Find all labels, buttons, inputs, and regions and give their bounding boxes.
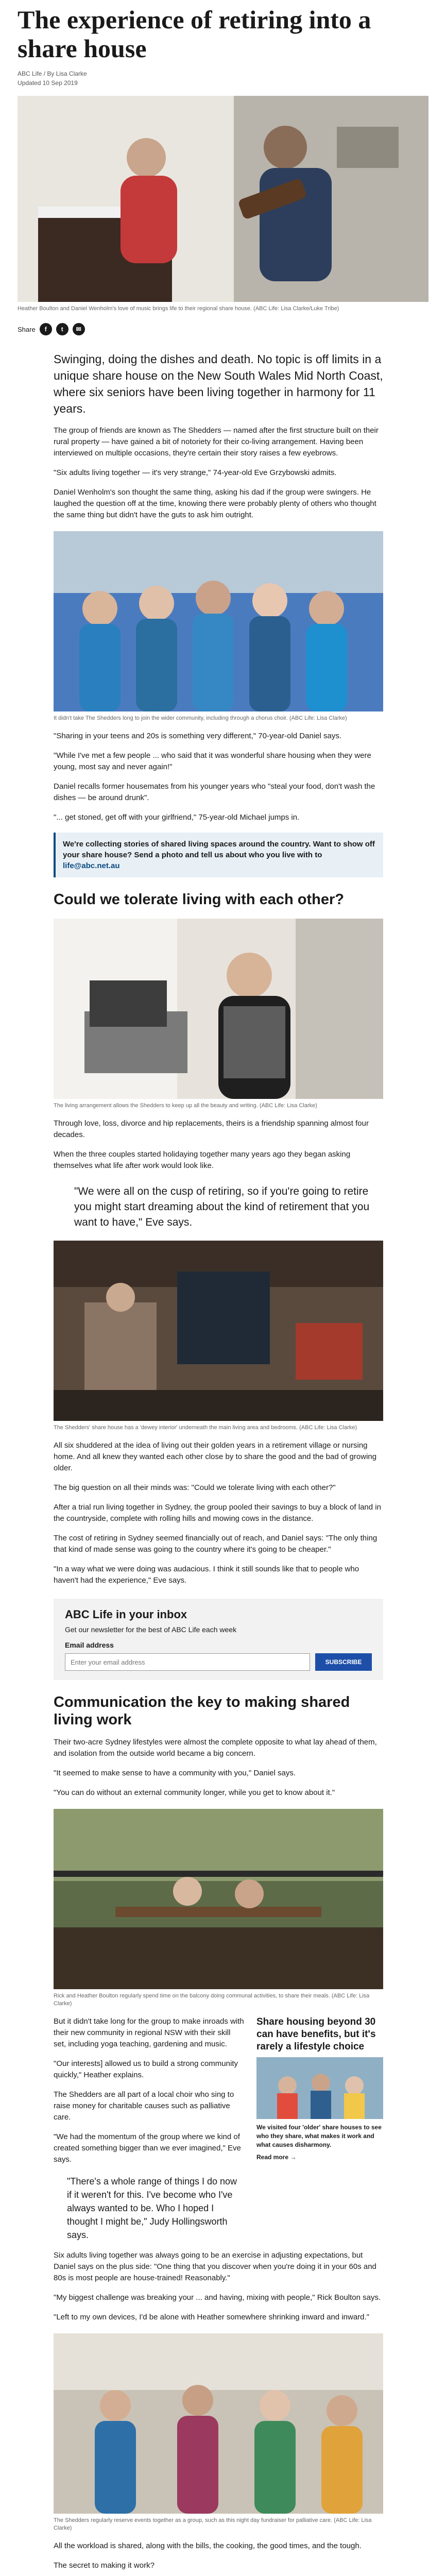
paragraph: "... get stoned, get off with your girlfriend," 75-year-old Michael jumps in. xyxy=(54,813,300,822)
hero-illustration xyxy=(18,96,428,302)
writing-photo-illustration xyxy=(54,919,383,1099)
email-icon[interactable]: ✉ xyxy=(73,323,85,335)
main-column xyxy=(54,2008,244,2242)
paragraph: The group of friends are known as The Shedders — named after the first structure built on their rural property — have gained a bit of notoriety for their co-living arrangement. Having been interviewed on multiple occasions, they're certain their story raises a few eyebrows. xyxy=(54,426,379,457)
image-caption: Rick and Heather Boulton regularly spend time on the balcony doing communal activities, to share their meals. (ABC Life: Lisa Clarke) xyxy=(54,1993,370,2007)
paragraph: Six adults living together was always going to be an exercise in adjusting expectations, but Daniel says on the plus side: "One thing that you discover when you're doing it in your 60s and 80s is most people are house-trained! Reasonably." xyxy=(54,2251,376,2282)
read-more-link[interactable]: Read more → xyxy=(256,2154,297,2161)
paragraph: Their two-acre Sydney lifestyles were almost the complete opposite to what lay ahead of them, and isolation from the outside world became a big concern. xyxy=(54,1738,377,1758)
fundraiser-photo-illustration xyxy=(54,2333,383,2514)
callout-text: We're collecting stories of shared living spaces around the country. Want to show off your share house? Send a photo and tell us about who you live with to xyxy=(63,840,375,859)
paragraph: Daniel recalls former housemates from his younger years who "steal your food, don't wash the dishes — be around drunk". xyxy=(54,782,375,802)
paragraph: "Left to my own devices, I'd be alone with Heather somewhere shrinking inward and inward." xyxy=(54,2313,369,2321)
writing-photo xyxy=(54,919,383,1099)
paragraph: Through love, loss, divorce and hip replacements, theirs is a friendship spanning almost four decades. xyxy=(54,1119,369,1139)
balcony-photo xyxy=(54,1809,383,1989)
paragraph: Daniel Wenholm's son thought the same thing, asking his dad if the group were swingers. He laughed the question off at the time, knowing there were probably plenty of others who thought the same thing but didn't have the guts to ask him outright. xyxy=(54,488,376,519)
paragraph: The secret to making it work? xyxy=(54,2561,155,2570)
article-body xyxy=(54,351,383,2576)
paragraph: "In a way what we were doing was audacious. I think it still sounds like that to people who haven't had the experience," Eve says. xyxy=(54,1565,359,1585)
updated-date: Updated 10 Sep 2019 xyxy=(18,79,78,87)
balcony-photo-illustration xyxy=(54,1809,383,1989)
paragraph: When the three couples started holidaying together many years ago they began asking themselves what life after work would look like. xyxy=(54,1150,351,1170)
article-title: The experience of retiring into a share house xyxy=(18,5,371,63)
paragraph: "Six adults living together — it's very strange," 74-year-old Eve Grzybowski admits. xyxy=(54,468,337,477)
newsletter-subtitle: Get our newsletter for the best of ABC Life each week xyxy=(65,1625,237,1634)
content-with-sidebar xyxy=(54,2008,383,2242)
share-label: Share xyxy=(18,325,36,333)
related-story-image[interactable] xyxy=(256,2057,383,2119)
hero-image xyxy=(18,96,428,302)
related-story-card[interactable] xyxy=(256,2016,383,2242)
group-photo xyxy=(54,531,383,711)
twitter-icon[interactable]: t xyxy=(56,323,68,335)
interior-photo-illustration xyxy=(54,1241,383,1421)
pull-quote: "We were all on the cusp of retiring, so if you're going to retire you might start dreaming about the kind of retirement that you want to have," Eve says. xyxy=(74,1185,370,1228)
related-story-title[interactable]: Share housing beyond 30 can have benefits, but it's rarely a lifestyle choice xyxy=(256,2016,376,2052)
paragraph: "We had the momentum of the group where we kind of created something bigger than we ever imagined," Eve says. xyxy=(54,2132,241,2164)
paragraph: The cost of retiring in Sydney seemed financially out of reach, and Daniel says: "The only thing that kind of made sense was going to the country where it's going to be cheaper." xyxy=(54,1534,378,1554)
paragraph: "Sharing in your teens and 20s is something very different," 70-year-old Daniel says. xyxy=(54,732,341,740)
share-bar-top xyxy=(18,323,428,335)
group-photo-illustration xyxy=(54,531,383,711)
related-story-illustration xyxy=(256,2057,383,2119)
hero-caption: Heather Boulton and Daniel Wenholm's love of music brings life to their regional share house. (ABC Life: Lisa Clarke/Luke Tribe) xyxy=(18,306,339,312)
section-heading: Communication the key to making shared living work xyxy=(54,1694,350,1728)
article-lede: Swinging, doing the dishes and death. No topic is off limits in a unique share house on the New South Wales Mid North Coast, where six seniors have been living together in harmony for 11 years. xyxy=(54,352,383,415)
newsletter-title: ABC Life in your inbox xyxy=(65,1608,187,1621)
paragraph: But it didn't take long for the group to make inroads with their new community in regional NSW with their skill set, including yoga teaching, gardening and music. xyxy=(54,2017,244,2048)
image-caption: It didn't take The Shedders long to join the wider community, including through a chorus choir. (ABC Life: Lisa Clarke) xyxy=(54,715,347,721)
paragraph: The Shedders are all part of a local choir who sing to raise money for charitable causes such as palliative care. xyxy=(54,2090,234,2122)
paragraph: "It seemed to make sense to have a community with you," Daniel says. xyxy=(54,1769,296,1777)
image-caption: The living arrangement allows the Shedders to keep up all the beauty and writing. (ABC Life: Lisa Clarke) xyxy=(54,1103,317,1109)
related-story-summary: We visited four 'older' share houses to see who they share, what makes it work and what causes disharmony. xyxy=(256,2124,382,2148)
paragraph: "While I've met a few people ... who said that it was wonderful share housing when they were young, most say and never again!" xyxy=(54,751,371,771)
paragraph: "You can do without an external community longer, while you get to know about it." xyxy=(54,1788,335,1797)
interior-photo xyxy=(54,1241,383,1421)
newsletter-signup xyxy=(54,1599,383,1680)
newsletter-form xyxy=(65,1653,372,1671)
image-caption: The Shedders regularly reserve events together as a group, such as this night day fundraiser for palliative care. (ABC Life: Lisa Clarke) xyxy=(54,2517,372,2531)
pull-quote: "There's a whole range of things I do now if it weren't for this. I've become who I've always wanted to be. Who I hoped I thought I might be," Judy Hollingsworth says. xyxy=(67,2176,237,2240)
email-input[interactable] xyxy=(65,1653,310,1671)
callout-email-link[interactable]: life@abc.net.au xyxy=(63,861,120,870)
subscribe-button[interactable]: SUBSCRIBE xyxy=(315,1653,372,1671)
paragraph: "My biggest challenge was breaking your ... and having, mixing with people," Rick Boulton says. xyxy=(54,2293,381,2302)
facebook-icon[interactable]: f xyxy=(40,323,52,335)
paragraph: "Our interests] allowed us to build a strong community quickly," Heather explains. xyxy=(54,2059,238,2079)
byline: ABC Life / By Lisa Clarke xyxy=(18,70,87,77)
paragraph: All six shuddered at the idea of living out their golden years in a retirement village or nursing home. And all knew they wanted each other close by to share the good and the bad of growing older. xyxy=(54,1441,377,1472)
section-heading: Could we tolerate living with each other? xyxy=(54,891,344,908)
image-caption: The Shedders' share house has a 'dewey interior' underneath the main living area and bedrooms. (ABC Life: Lisa Clarke) xyxy=(54,1425,357,1431)
fundraiser-photo xyxy=(54,2333,383,2514)
paragraph: After a trial run living together in Sydney, the group pooled their savings to buy a block of land in the countryside, complete with rolling hills and mowing cows in the distance. xyxy=(54,1503,381,1523)
email-label: Email address xyxy=(65,1641,114,1649)
paragraph: The big question on all their minds was: "Could we tolerate living with each other?" xyxy=(54,1483,336,1492)
paragraph: All the workload is shared, along with the bills, the cooking, the good times, and the tough. xyxy=(54,2541,362,2550)
story-callout xyxy=(54,833,383,877)
